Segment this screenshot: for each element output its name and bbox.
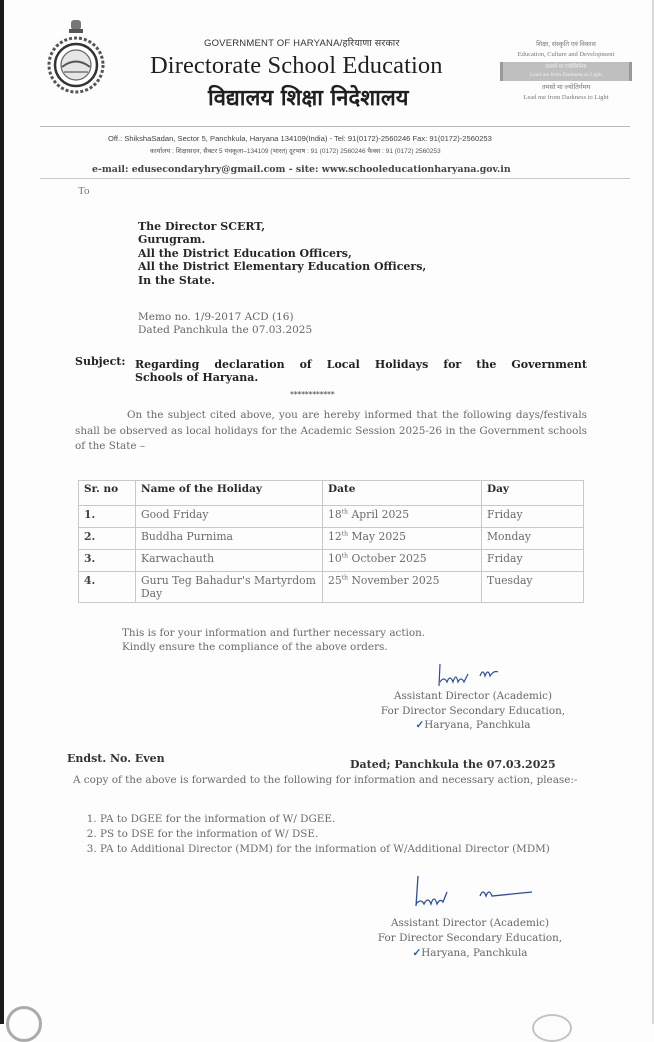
holiday-table — [78, 480, 584, 603]
addressee-line: All the District Elementary Education Officers, — [138, 260, 427, 274]
endorsement-intro — [67, 773, 579, 787]
haryana-emblem-icon — [46, 18, 106, 98]
cell-day: Monday — [482, 528, 584, 550]
stamp-icon — [6, 1006, 42, 1042]
info-line-2: Kindly ensure the compliance of the above orders. — [122, 640, 388, 653]
date-month-year: October 2025 — [348, 552, 427, 565]
government-line: GOVERNMENT OF HARYANA/हरियाणा सरकार — [204, 38, 400, 49]
signature-block-1 — [360, 689, 586, 733]
motto-line-4: Lead me from Darkness to Light — [523, 94, 609, 101]
table-row — [79, 528, 584, 550]
subject-line-2: Schools of Haryana. — [135, 371, 259, 384]
signatory-for-line: For Director Secondary Education, — [377, 932, 563, 944]
ink-tick-icon: ✓ — [415, 719, 425, 731]
cell-date — [323, 550, 482, 572]
signature-icon — [410, 876, 545, 910]
cell-date — [323, 506, 482, 528]
addressee-line: The Director SCERT, — [138, 220, 266, 233]
addressee-block — [138, 220, 426, 287]
cell-day: Friday — [482, 550, 584, 572]
table-header-row — [79, 481, 584, 506]
motto-banner — [500, 62, 632, 81]
office-address-hindi: कार्यालय : शिक्षासदन, सैक्टर 5 पंचकूला–134109 (भारत) दूरभाष : 91 (0172) 2560246 फैक्स : 91 (0172) 2560253 — [150, 148, 441, 155]
cell-date — [323, 572, 482, 603]
table-row — [79, 550, 584, 572]
cell-sr: 2. — [79, 528, 136, 550]
addressee-line: Gurugram. — [138, 233, 206, 247]
separator-stars: ************ — [290, 390, 335, 399]
office-address-english: Off.: ShikshaSadan, Sector 5, Panchkula, Haryana 134109(India) - Tel: 91(0172)-2560246 Fax: 91(0172)-2560253 — [108, 134, 492, 143]
date-suffix: th — [341, 508, 349, 516]
signatory-designation: Assistant Director (Academic) — [390, 917, 550, 929]
motto-line-3: तमसो मा ज्योतिर्गमय — [541, 84, 591, 91]
date-day: 10 — [328, 552, 342, 565]
cell-holiday-name: Good Friday — [136, 506, 323, 528]
endorsement-date: Dated; Panchkula the 07.03.2025 — [350, 758, 556, 771]
memo-number: Memo no. 1/9-2017 ACD (16) — [138, 311, 294, 323]
stamp-icon — [532, 1014, 572, 1042]
signatory-place — [352, 946, 588, 961]
cell-holiday-name: Karwachauth — [136, 550, 323, 572]
header-date: Date — [323, 481, 482, 506]
body-paragraph — [75, 408, 587, 455]
banner-line-1: तमसो मा ज्योतिर्गमय — [545, 64, 587, 70]
directorate-title-hindi: विद्यालय शिक्षा निदेशालय — [208, 86, 409, 111]
date-month-year: April 2025 — [348, 508, 410, 521]
scan-left-edge — [0, 0, 4, 1024]
email-site-line: e-mail: edusecondaryhry@gmail.com - site: www.schooleducationharyana.gov.in — [92, 164, 511, 175]
signature-block-2 — [352, 916, 588, 961]
cell-sr: 4. — [79, 572, 136, 603]
banner-line-2: Lead me from Darkness to Light — [530, 72, 602, 78]
memo-date: Dated Panchkula the 07.03.2025 — [138, 324, 313, 336]
cell-date — [323, 528, 482, 550]
cell-holiday-name: Buddha Purnima — [136, 528, 323, 550]
motto-line-hindi: शिक्षा, संस्कृति एवं विकास — [536, 41, 596, 48]
list-item: 3. PA to Additional Director (MDM) for the information of W/Additional Director (MDM) — [100, 842, 600, 857]
endorsement-number: Endst. No. Even — [67, 752, 165, 765]
signatory-designation: Assistant Director (Academic) — [393, 690, 553, 702]
header-holiday-name: Name of the Holiday — [136, 481, 323, 506]
body-text: On the subject cited above, you are hereby informed that the following days/festivals shall be observed as local holidays for the Academic Session 2025-26 in the Government schools of the State – — [75, 409, 587, 452]
place-text: Haryana, Panchkula — [424, 719, 531, 731]
date-month-year: May 2025 — [348, 530, 406, 543]
info-line-1: This is for your information and further necessary action. — [122, 627, 426, 639]
to-label: To — [78, 185, 90, 197]
date-suffix: th — [341, 552, 349, 560]
date-day: 18 — [328, 508, 342, 521]
list-item: 1. PA to DGEE for the information of W/ DGEE. — [100, 812, 600, 827]
cell-sr: 1. — [79, 506, 136, 528]
address-divider — [40, 178, 630, 179]
cell-day: Friday — [482, 506, 584, 528]
addressee-line: In the State. — [138, 273, 215, 287]
subject-line-1: Regarding declaration of Local Holidays for the Government — [135, 358, 587, 371]
cell-day: Tuesday — [482, 572, 584, 603]
motto-block — [500, 40, 632, 103]
motto-line-english: Education, Culture and Development — [517, 51, 615, 58]
date-month-year: November 2025 — [348, 574, 440, 587]
endorsement-intro-text: A copy of the above is forwarded to the following for information and necessary action, please:- — [73, 774, 578, 786]
date-day: 12 — [328, 530, 342, 543]
cell-sr: 3. — [79, 550, 136, 572]
signature-icon — [412, 664, 522, 690]
header-sr-no: Sr. no — [79, 481, 136, 506]
header-divider — [40, 126, 630, 127]
place-text: Haryana, Panchkula — [421, 947, 528, 959]
signatory-for-line: For Director Secondary Education, — [380, 704, 566, 717]
directorate-title: Directorate School Education — [150, 52, 443, 79]
cell-holiday-name: Guru Teg Bahadur's Martyrdom Day — [136, 572, 323, 603]
signatory-place — [360, 718, 586, 733]
header-day: Day — [482, 481, 584, 506]
subject-label: Subject: — [75, 355, 126, 368]
date-suffix: th — [341, 574, 349, 582]
list-item: 2. PS to DSE for the information of W/ DSE. — [100, 827, 600, 842]
memo-block — [138, 311, 312, 337]
date-suffix: th — [341, 530, 349, 538]
table-row — [79, 572, 584, 603]
table-row — [79, 506, 584, 528]
info-block — [122, 627, 425, 654]
addressee-line: All the District Education Officers, — [138, 246, 352, 260]
ink-tick-icon: ✓ — [412, 947, 422, 959]
date-day: 25 — [328, 574, 342, 587]
copy-to-list — [80, 812, 600, 857]
